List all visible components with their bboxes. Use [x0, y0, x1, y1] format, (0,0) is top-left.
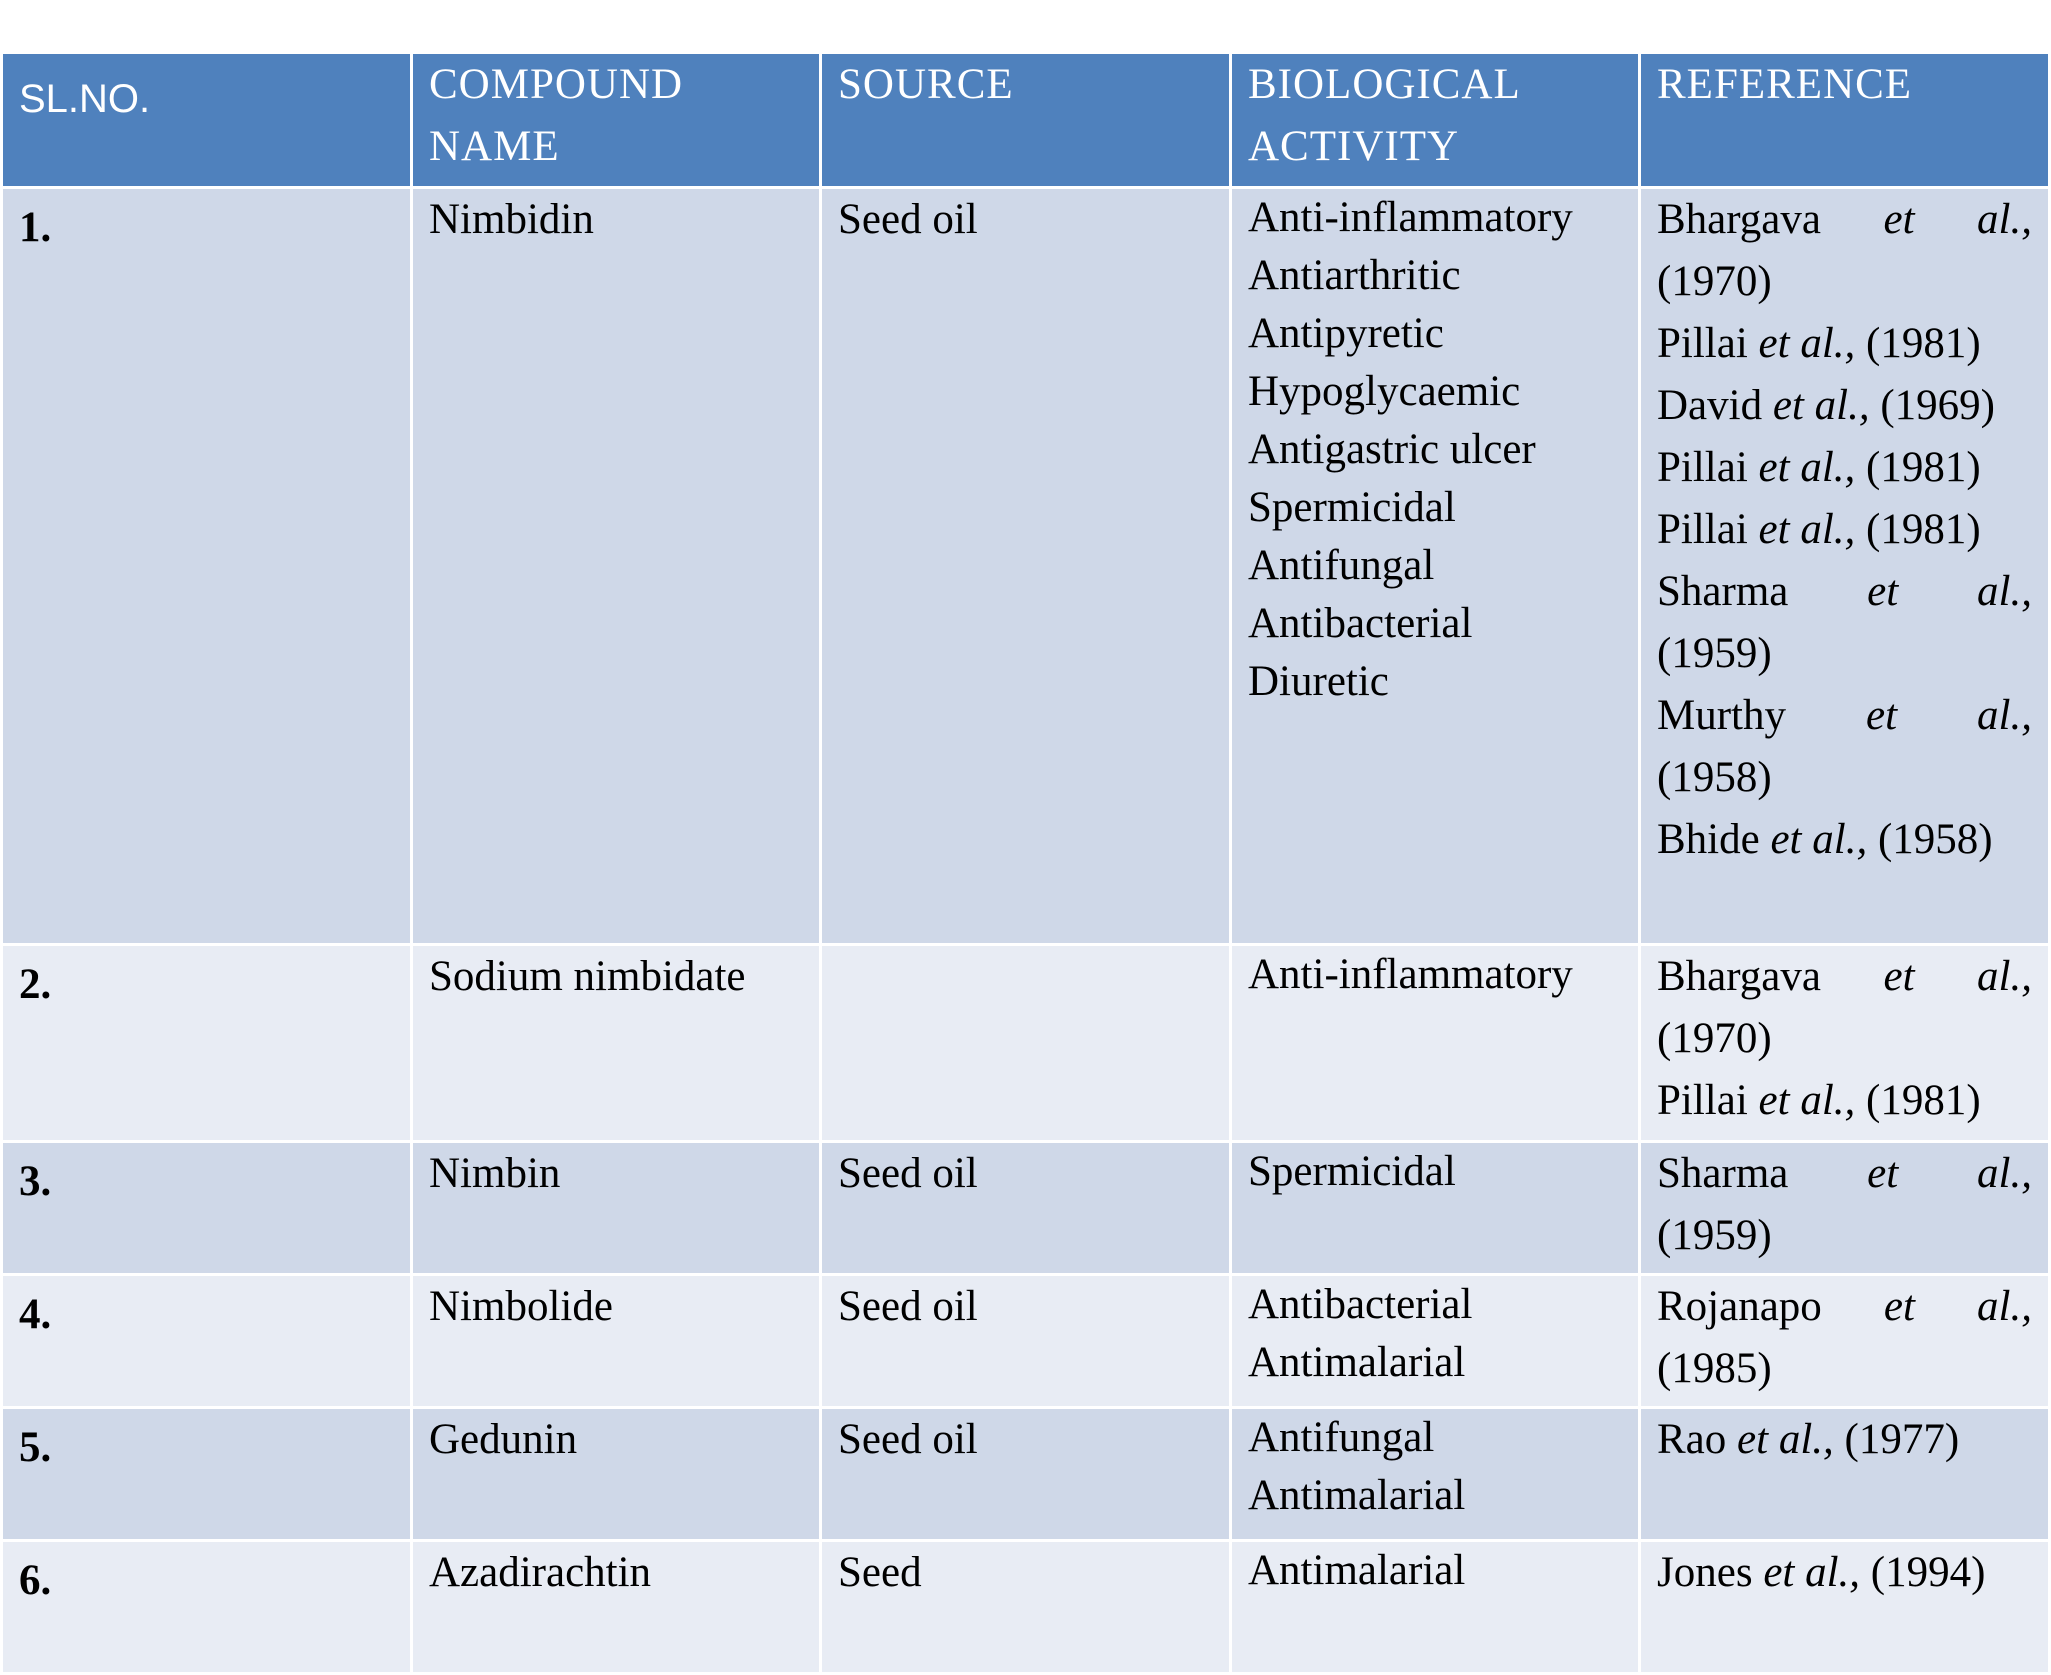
biological-activity-cell [1231, 188, 1640, 945]
biological-activity-cell [1231, 1275, 1640, 1408]
reference-line [1657, 809, 2032, 871]
activity-item: Antibacterial [1248, 600, 1473, 647]
reference-al: al., [1977, 692, 2032, 739]
reference-year: (1959) [1657, 630, 1772, 677]
source-cell: Seed oil [821, 1142, 1231, 1275]
reference-line [1657, 437, 2032, 499]
compound-name-cell: Gedunin [412, 1408, 821, 1541]
reference-line [1657, 1276, 2032, 1338]
reference-author: David [1657, 382, 1773, 429]
reference-year: (1958) [1657, 754, 1772, 801]
reference-cell [1640, 1142, 2050, 1275]
reference-line [1657, 499, 2032, 561]
sl-no-cell: 3. [2, 1142, 412, 1275]
activity-item: Antifungal [1248, 542, 1435, 589]
activity-item: Spermicidal [1248, 484, 1456, 531]
source-cell [821, 945, 1231, 1142]
reference-etal: et al., [1758, 1077, 1856, 1124]
header-sl-no: SL.NO. [2, 53, 412, 188]
reference-et: et [1883, 1283, 1915, 1330]
reference-line [1657, 561, 2032, 623]
reference-year: (1970) [1657, 1015, 1772, 1062]
reference-etal: et al., [1758, 320, 1856, 367]
reference-et: et [1867, 568, 1899, 615]
reference-year: (1981) [1855, 444, 1981, 491]
reference-year: (1969) [1869, 382, 1995, 429]
activity-item: Antimalarial [1248, 1339, 1466, 1386]
reference-line [1657, 1070, 2032, 1132]
reference-al: al., [1977, 1150, 2032, 1197]
reference-et: et [1867, 1150, 1899, 1197]
biological-activity-cell [1231, 945, 1640, 1142]
reference-author: Pillai [1657, 320, 1759, 367]
sl-no-cell: 5. [2, 1408, 412, 1541]
sl-no-cell: 1. [2, 188, 412, 945]
table-row [2, 1142, 2050, 1275]
reference-year: (1958) [1867, 816, 1993, 863]
reference-author: Bhide [1657, 816, 1771, 863]
compound-name-cell: Nimbin [412, 1142, 821, 1275]
table-row [2, 1408, 2050, 1541]
sl-no-cell: 2. [2, 945, 412, 1142]
reference-al: al., [1977, 568, 2032, 615]
reference-author: Jones [1657, 1549, 1764, 1596]
reference-year: (1959) [1657, 1212, 1772, 1259]
table-row [2, 1275, 2050, 1408]
table-row [2, 188, 2050, 945]
header-compound-name: COMPOUND NAME [412, 53, 821, 188]
reference-cell [1640, 945, 2050, 1142]
activity-item: Anti-inflammatory [1248, 951, 1573, 998]
reference-author: Pillai [1657, 444, 1759, 491]
reference-etal: et al., [1737, 1416, 1834, 1463]
table-row [2, 945, 2050, 1142]
reference-author: Rojanapo [1657, 1283, 1822, 1330]
reference-author: Bhargava [1657, 953, 1821, 1000]
activity-item: Hypoglycaemic [1248, 368, 1521, 415]
reference-author: Pillai [1657, 506, 1759, 553]
source-cell: Seed [821, 1541, 1231, 1674]
reference-al: al., [1977, 196, 2032, 243]
compounds-table [0, 51, 2051, 1675]
source-cell: Seed oil [821, 1275, 1231, 1408]
header-reference: REFERENCE [1640, 53, 2050, 188]
reference-author: Sharma [1657, 1150, 1789, 1197]
reference-year: (1985) [1657, 1345, 1772, 1392]
reference-al: al., [1977, 1283, 2032, 1330]
reference-line [1657, 375, 2032, 437]
reference-etal: et al., [1758, 444, 1856, 491]
reference-cell [1640, 1541, 2050, 1674]
activity-item: Anti-inflammatory [1248, 194, 1573, 241]
activity-item: Antifungal [1248, 1414, 1435, 1461]
compound-name-cell: Azadirachtin [412, 1541, 821, 1674]
reference-al: al., [1977, 953, 2032, 1000]
reference-et: et [1866, 692, 1898, 739]
reference-year: (1981) [1855, 320, 1981, 367]
source-cell: Seed oil [821, 188, 1231, 945]
reference-line [1657, 685, 2032, 747]
table-row [2, 1541, 2050, 1674]
reference-etal: et al., [1758, 506, 1856, 553]
reference-line [1657, 1542, 2032, 1604]
biological-activity-cell [1231, 1541, 1640, 1674]
reference-etal: et al., [1772, 382, 1870, 429]
activity-item: Antiarthritic [1248, 252, 1461, 299]
reference-author: Rao [1657, 1416, 1738, 1463]
reference-year: (1994) [1860, 1549, 1986, 1596]
biological-activity-cell [1231, 1142, 1640, 1275]
reference-cell [1640, 1408, 2050, 1541]
compound-name-cell: Nimbolide [412, 1275, 821, 1408]
header-row [2, 53, 2050, 188]
reference-year: (1981) [1855, 1077, 1981, 1124]
sl-no-cell: 6. [2, 1541, 412, 1674]
reference-et: et [1883, 953, 1915, 1000]
activity-item: Diuretic [1248, 658, 1389, 705]
reference-cell [1640, 188, 2050, 945]
header-source: SOURCE [821, 53, 1231, 188]
biological-activity-cell [1231, 1408, 1640, 1541]
reference-author: Pillai [1657, 1077, 1759, 1124]
reference-cell [1640, 1275, 2050, 1408]
reference-year: (1970) [1657, 258, 1772, 305]
activity-item: Antibacterial [1248, 1281, 1473, 1328]
table-body [2, 188, 2050, 1674]
sl-no-cell: 4. [2, 1275, 412, 1408]
reference-line [1657, 946, 2032, 1008]
reference-line [1657, 313, 2032, 375]
reference-et: et [1883, 196, 1915, 243]
reference-line [1657, 1143, 2032, 1205]
reference-year: (1977) [1833, 1416, 1960, 1463]
activity-item: Antipyretic [1248, 310, 1444, 357]
reference-year: (1981) [1855, 506, 1981, 553]
activity-item: Antimalarial [1248, 1472, 1466, 1519]
reference-author: Murthy [1657, 692, 1786, 739]
header-biological-activity: BIOLOGICAL ACTIVITY [1231, 53, 1640, 188]
reference-etal: et al., [1770, 816, 1868, 863]
activity-item: Antimalarial [1248, 1547, 1466, 1594]
compound-name-cell: Sodium nimbidate [412, 945, 821, 1142]
reference-line [1657, 1409, 2032, 1471]
reference-etal: et al., [1763, 1549, 1861, 1596]
activity-item: Antigastric ulcer [1248, 426, 1536, 473]
reference-author: Sharma [1657, 568, 1789, 615]
source-cell: Seed oil [821, 1408, 1231, 1541]
activity-item: Spermicidal [1248, 1148, 1456, 1195]
reference-author: Bhargava [1657, 196, 1821, 243]
compound-name-cell: Nimbidin [412, 188, 821, 945]
reference-line [1657, 189, 2032, 251]
